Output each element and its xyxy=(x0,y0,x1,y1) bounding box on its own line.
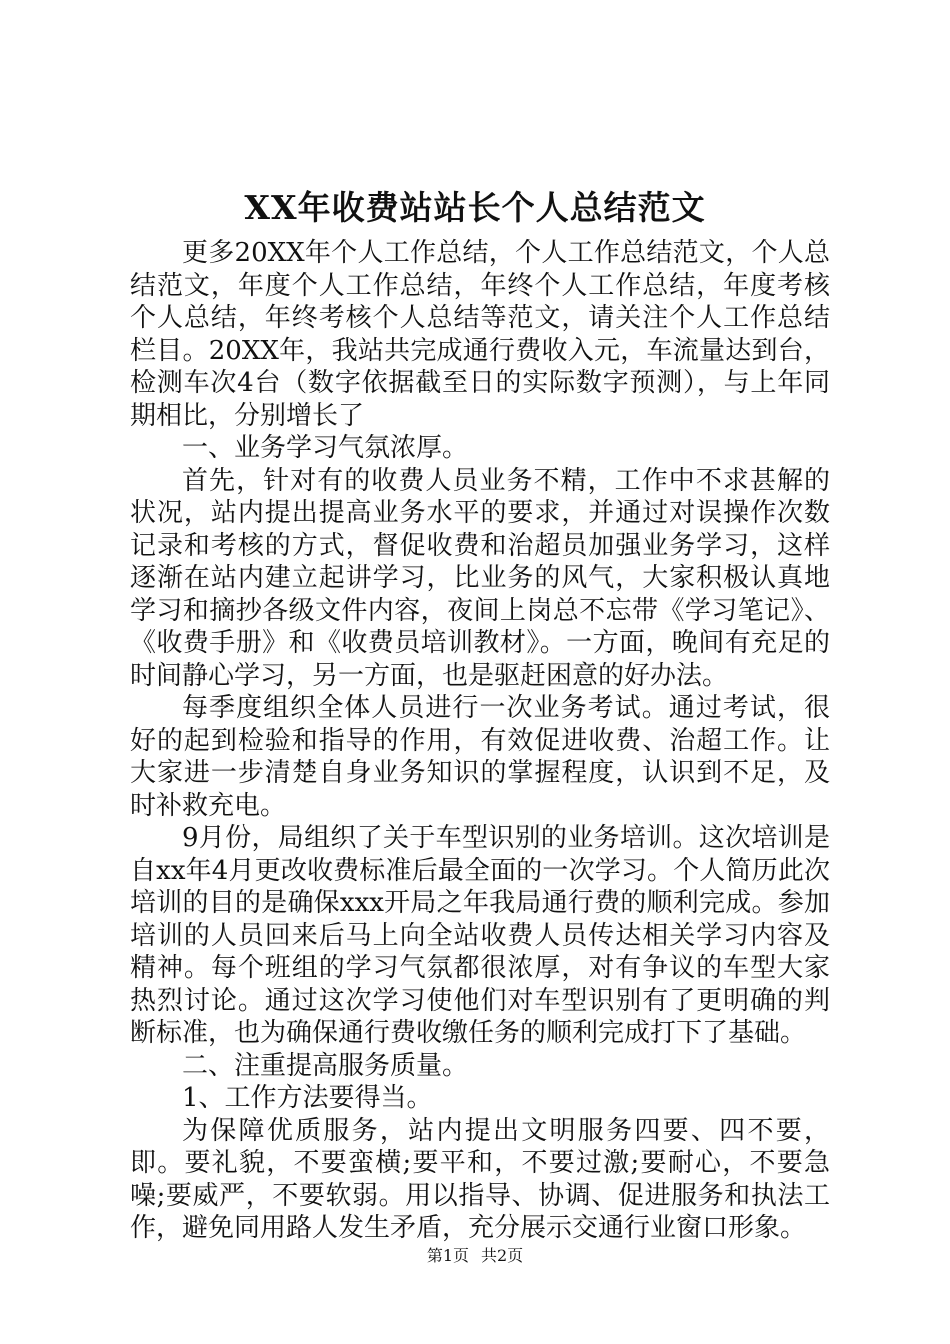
document-title: XX年收费站站长个人总结范文 xyxy=(244,188,706,227)
paragraph-civil-service: 为保障优质服务，站内提出文明服务四要、四不要，即。要礼貌，不要蛮横;要平和，不要过激;要耐心，不要急噪;要威严，不要软弱。用以指导、协调、促进服务和执法工作，避免同用路人发生矛盾，充分展示交通行业窗口形象。 xyxy=(130,1115,830,1243)
paragraph-september-training: 9月份，局组织了关于车型识别的业务培训。这次培训是自xx年4月更改收费标准后最全面的一次学习。个人简历此次培训的目的是确保xxx开局之年我局通行费的顺利完成。参加培训的人员回来后马上向全站收费人员传达相关学习内容及精神。每个班组的学习气氛都很浓厚，对有争议的车型大家热烈讨论。通过这次学习使他们对车型识别有了更明确的判断标准，也为确保通行费收缴任务的顺利完成打下了基础。 xyxy=(130,823,830,1048)
paragraph-intro: 更多20XX年个人工作总结，个人工作总结范文，个人总结范文，年度个人工作总结，年终个人工作总结，年度考核个人总结，年终考核个人总结等范文，请关注个人工作总结栏目。20XX年，我站共完成通行费收入元，车流量达到台，检测车次4台（数字依据截至日的实际数字预测），与上年同期相比，分别增长了 xyxy=(130,238,830,431)
document-body xyxy=(130,237,830,1245)
page-total: 共2页 xyxy=(481,1246,524,1265)
page-number: 第1页 xyxy=(426,1246,469,1265)
section-heading-2: 二、注重提高服务质量。 xyxy=(182,1050,469,1081)
section-heading-1: 一、业务学习气氛浓厚。 xyxy=(182,433,469,463)
page-footer xyxy=(0,1246,950,1266)
subsection-heading-1: 1、工作方法要得当。 xyxy=(182,1083,433,1113)
paragraph-quarterly-exam: 每季度组织全体人员进行一次业务考试。通过考试，很好的起到检验和指导的作用，有效促进收费、治超工作。让大家进一步清楚自身业务知识的掌握程度，认识到不足，及时补救充电。 xyxy=(130,693,830,821)
paragraph-first-measure: 首先，针对有的收费人员业务不精，工作中不求甚解的状况，站内提出提高业务水平的要求，并通过对误操作次数记录和考核的方式，督促收费和治超员加强业务学习，这样逐渐在站内建立起讲学习，比业务的风气，大家积极认真地学习和摘抄各级文件内容，夜间上岗总不忘带《学习笔记》、《收费手册》和《收费员培训教材》。一方面，晚间有充足的时间静心学习，另一方面，也是驱赶困意的好办法。 xyxy=(130,465,830,691)
